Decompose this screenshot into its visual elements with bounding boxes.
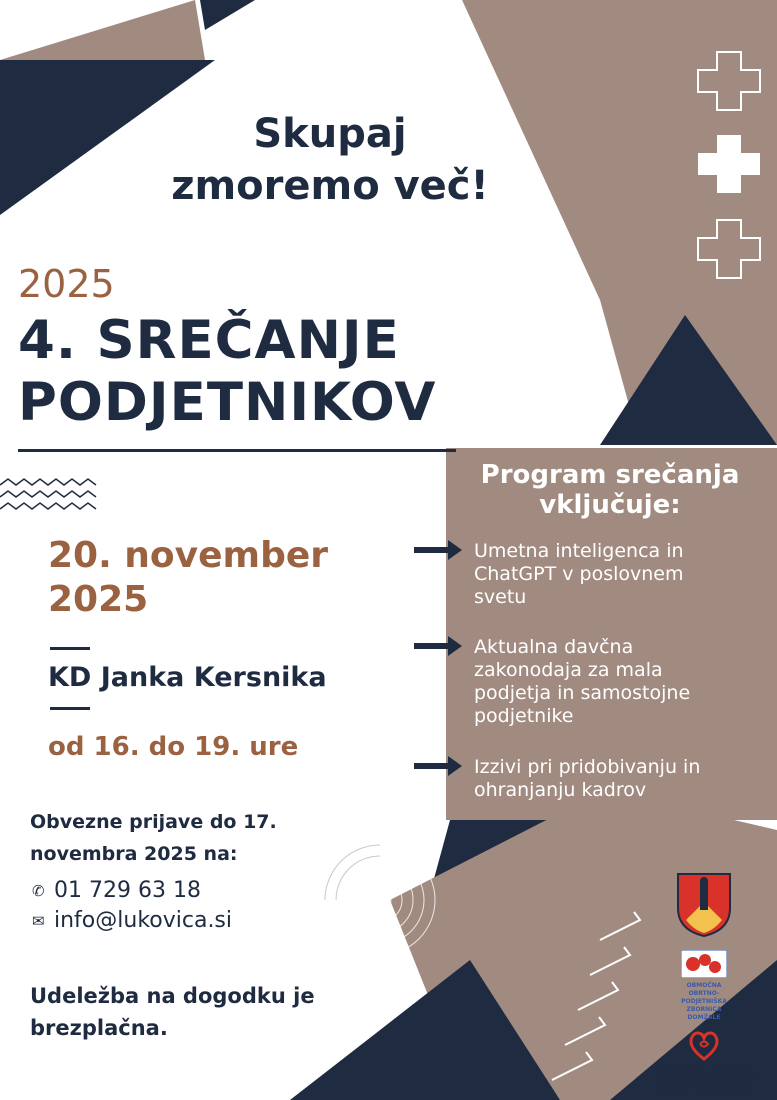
development-center-line: RAZVOJNI CENTER [654, 1067, 756, 1080]
registration-line-2: novembra 2025 na: [30, 843, 238, 865]
event-title [18, 310, 436, 434]
chamber-logo-line: DOMŽALE [687, 1014, 721, 1021]
phone-number: 01 729 63 18 [54, 878, 201, 903]
divider [50, 707, 90, 710]
envelope-icon: ✉ [32, 912, 45, 930]
slogan-line-1: Skupaj [253, 111, 407, 157]
arrow-right-icon [414, 636, 464, 656]
slogan [120, 108, 540, 212]
development-center-logo-text [640, 1067, 770, 1093]
registration-line-1: Obvezne prijave do 17. [30, 811, 277, 833]
slogan-line-2: zmoremo več! [171, 163, 489, 209]
chamber-logo-line: ZBORNICA [686, 1006, 722, 1013]
phone-icon: ✆ [32, 882, 45, 900]
contact-email[interactable] [32, 908, 232, 933]
title-underline [18, 449, 456, 452]
chamber-logo-mark [681, 950, 727, 978]
event-date-line-2: 2025 [48, 579, 149, 620]
municipality-coat-of-arms [676, 872, 732, 938]
arrow-right-icon [414, 756, 464, 776]
event-venue: KD Janka Kersnika [48, 662, 327, 693]
program-item [474, 756, 766, 802]
divider [50, 647, 90, 650]
chamber-logo-text [670, 982, 738, 1022]
event-year: 2025 [18, 262, 115, 306]
program-item [474, 636, 766, 728]
program-item-line: Izzivi pri pridobivanju in [474, 756, 701, 778]
program-title-line-1: Program srečanja [480, 460, 740, 490]
email-address: info@lukovica.si [54, 908, 233, 933]
program-item [474, 540, 766, 609]
program-item-line: svetu [474, 586, 527, 608]
program-title [455, 460, 765, 520]
free-entry-note [30, 980, 315, 1044]
event-date-line-1: 20. november [48, 535, 329, 576]
registration-note [30, 806, 277, 870]
program-item-line: ChatGPT v poslovnem [474, 563, 684, 585]
event-date [48, 534, 328, 622]
program-item-line: ohranjanju kadrov [474, 779, 647, 801]
event-time: od 16. do 19. ure [48, 732, 299, 762]
program-title-line-2: vključuje: [539, 490, 681, 520]
program-item-line: Aktualna davčna [474, 636, 634, 658]
free-line-1: Udeležba na dogodku je [30, 984, 315, 1008]
arrow-right-icon [414, 540, 464, 560]
event-title-line-2: PODJETNIKOV [18, 372, 437, 433]
event-title-line-1: 4. SREČANJE [18, 310, 400, 371]
chamber-logo-line: OBMOČNA [686, 982, 722, 989]
development-center-line: SRCA SLOVENIJE [659, 1080, 751, 1093]
heart-logo-icon [688, 1030, 720, 1062]
chamber-logo-line: OBRTNO-PODJETNIŠKA [681, 990, 727, 1005]
program-item-line: zakonodaja za mala [474, 659, 663, 681]
free-line-2: brezplačna. [30, 1016, 168, 1040]
program-item-line: Umetna inteligenca in [474, 540, 684, 562]
contact-phone[interactable] [32, 878, 201, 903]
program-item-line: podjetnike [474, 705, 574, 727]
program-item-line: podjetja in samostojne [474, 682, 691, 704]
